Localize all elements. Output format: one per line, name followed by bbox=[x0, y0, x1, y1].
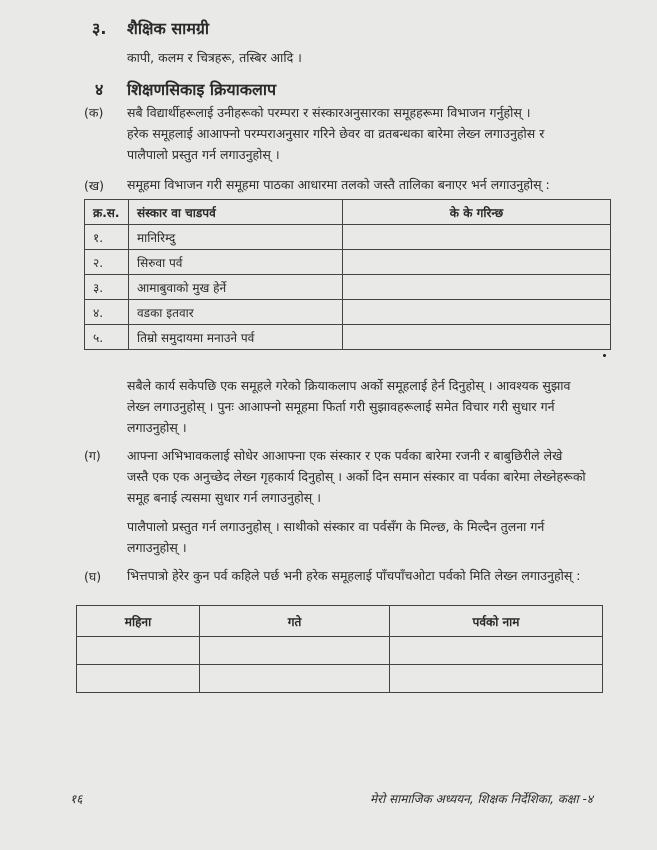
activity-ka-line: पालैपालो प्रस्तुत गर्न लगाउनुहोस् । bbox=[127, 147, 280, 162]
section-3-number: ३. bbox=[92, 19, 107, 38]
table-cell: १. bbox=[85, 225, 129, 250]
table-cell bbox=[343, 275, 611, 300]
activity-ka-marker: (क) bbox=[84, 105, 104, 120]
activity-gha-marker: (घ) bbox=[84, 569, 102, 584]
column-header-serial: क्र.स. bbox=[85, 200, 129, 225]
table-header-row bbox=[77, 606, 603, 637]
activity-ga-line: समूह बनाई त्यसमा सुधार गर्न लगाउनुहोस् । bbox=[127, 490, 321, 505]
table-cell bbox=[77, 665, 200, 693]
table-cell bbox=[343, 325, 611, 350]
activity-ga-paragraph bbox=[127, 445, 586, 508]
table-row bbox=[85, 275, 611, 300]
table-row bbox=[85, 300, 611, 325]
table-row bbox=[85, 225, 611, 250]
section-4-number: ४ bbox=[95, 80, 104, 99]
table-cell bbox=[200, 665, 390, 693]
paragraph-line: सबैले कार्य सकेपछि एक समूहले गरेको क्रियाकलाप अर्को समूहलाई हेर्न दिनुहोस् । आवश्यक सुझाव bbox=[127, 378, 571, 393]
after-table-paragraph bbox=[127, 375, 570, 438]
column-header-date: गते bbox=[200, 606, 390, 637]
activity-kha-marker: (ख) bbox=[84, 178, 104, 193]
activity-ga-line: आफ्ना अभिभावकलाई सोधेर आआफ्ना एक संस्कार र एक पर्वका बारेमा रजनी र बाबुछिरीले लेखे bbox=[127, 448, 563, 463]
table-cell bbox=[343, 300, 611, 325]
table-cell: सिरुवा पर्व bbox=[129, 250, 343, 275]
table-row bbox=[85, 250, 611, 275]
table-cell: ३. bbox=[85, 275, 129, 300]
table-cell bbox=[390, 637, 603, 665]
activity-ga-line: पालैपालो प्रस्तुत गर्न लगाउनुहोस् । साथीको संस्कार वा पर्वसँग के मिल्छ, के मिल्दैन तुलना गर्न bbox=[127, 519, 545, 534]
activity-ga-paragraph-2 bbox=[127, 516, 544, 558]
table-cell bbox=[77, 637, 200, 665]
section-3-text: कापी, कलम र चित्रहरू, तस्बिर आदि । bbox=[127, 50, 302, 65]
column-header-activities: के के गरिन्छ bbox=[343, 200, 611, 225]
section-3-title: शैक्षिक सामग्री bbox=[127, 19, 210, 38]
table-cell: तिम्रो समुदायमा मनाउने पर्व bbox=[129, 325, 343, 350]
table-cell: २. bbox=[85, 250, 129, 275]
festival-table bbox=[84, 199, 611, 350]
activity-ga-marker: (ग) bbox=[84, 448, 101, 463]
table-cell: ४. bbox=[85, 300, 129, 325]
table-cell: आमाबुवाको मुख हेर्ने bbox=[129, 275, 343, 300]
table-cell bbox=[390, 665, 603, 693]
table-cell: ५. bbox=[85, 325, 129, 350]
book-title: मेरो सामाजिक अध्ययन, शिक्षक निर्देशिका, कक्षा -४ bbox=[370, 792, 594, 806]
page-number: १६ bbox=[70, 792, 83, 806]
table-cell bbox=[343, 250, 611, 275]
table-header-row bbox=[85, 200, 611, 225]
column-header-festival-name: पर्वको नाम bbox=[390, 606, 603, 637]
activity-ka-paragraph bbox=[127, 102, 544, 165]
festival-date-table bbox=[76, 605, 603, 693]
activity-gha-text: भित्तपात्रो हेरेर कुन पर्व कहिले पर्छ भनी हरेक समूहलाई पाँचपाँचओटा पर्वको मिति लेख्न लगाउनुहोस् : bbox=[127, 568, 581, 583]
activity-ka-line: सबै विद्यार्थीहरूलाई उनीहरूको परम्परा र संस्कारअनुसारका समूहहरूमा विभाजन गर्नुहोस् । bbox=[127, 105, 531, 120]
table-row bbox=[77, 665, 603, 693]
activity-ga-line: लगाउनुहोस् । bbox=[127, 540, 187, 555]
table-cell bbox=[200, 637, 390, 665]
activity-ga-line: जस्तै एक एक अनुच्छेद लेख्न गृहकार्य दिनुहोस् । अर्को दिन समान संस्कार वा पर्वका बारेमा लेख्नेहरूको bbox=[127, 469, 586, 484]
activity-ka-line: हरेक समूहलाई आआफ्नो परम्पराअनुसार गरिने छेवर वा व्रतबन्धका बारेमा लेख्न लगाउनुहोस र bbox=[127, 126, 545, 141]
table-cell bbox=[343, 225, 611, 250]
stray-mark bbox=[603, 354, 606, 357]
paragraph-line: लेख्न लगाउनुहोस् । पुनः आआफ्नो समूहमा फिर्ता गरी सुझावहरूलाई समेत विचार गरी सुधार गर्न bbox=[127, 399, 555, 414]
activity-kha-text: समूहमा विभाजन गरी समूहमा पाठका आधारमा तलको जस्तै तालिका बनाएर भर्न लगाउनुहोस् : bbox=[127, 177, 550, 192]
column-header-month: महिना bbox=[77, 606, 200, 637]
column-header-festival: संस्कार वा चाडपर्व bbox=[129, 200, 343, 225]
paragraph-line: लगाउनुहोस् । bbox=[127, 420, 187, 435]
section-4-title: शिक्षणसिकाइ क्रियाकलाप bbox=[127, 80, 277, 99]
table-cell: मानिरिम्दु bbox=[129, 225, 343, 250]
table-row bbox=[77, 637, 603, 665]
table-row bbox=[85, 325, 611, 350]
table-cell: वडका इतवार bbox=[129, 300, 343, 325]
